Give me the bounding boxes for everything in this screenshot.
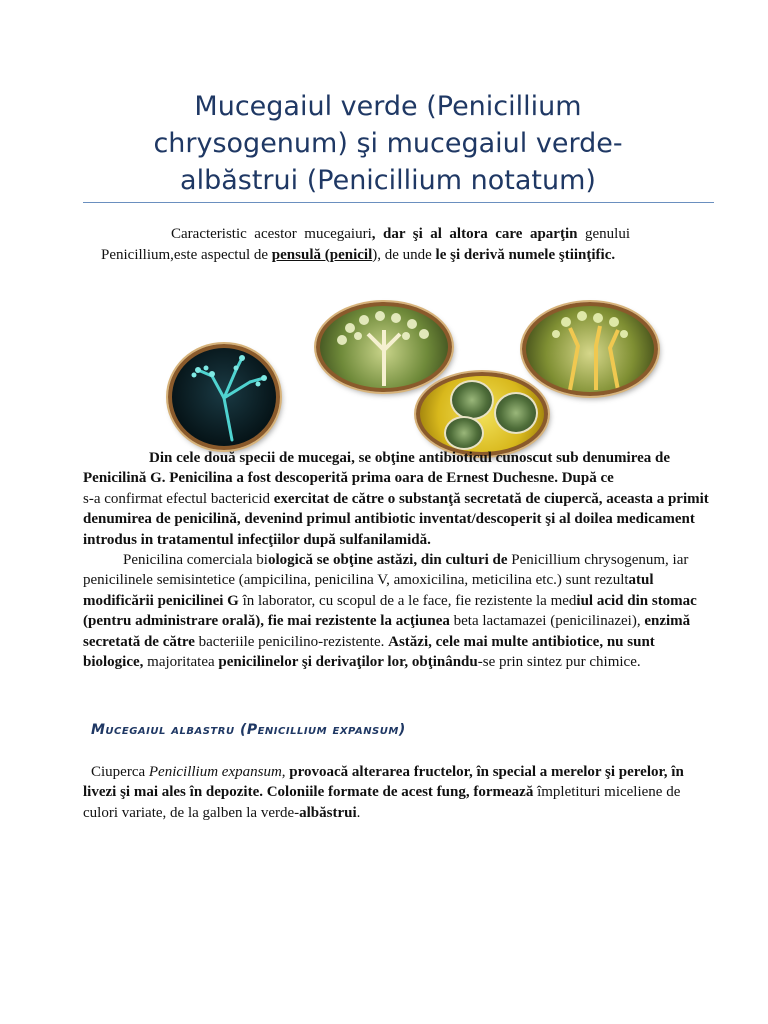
- body1-text-e: ologică se obţine astăzi, din culturi de: [267, 552, 508, 569]
- body2-text-b: Penicillium expansum: [148, 764, 282, 780]
- penicillium-expansum-paragraph: [83, 762, 711, 823]
- body1-text-h: în laborator, cu scopul de a le face, fie rezistente la med: [238, 592, 577, 609]
- body2-text-g: .: [356, 804, 361, 821]
- penicillin-paragraph: [83, 448, 711, 672]
- body2-text-e: împletituri miceliene de culori variate, de la galben la verde-: [83, 784, 681, 821]
- body2-text-d: provoacă alterarea fructelor, în special a merelor şi perelor, în livezi şi mai ales în depozite. Coloniile formate de acest fung, formează: [83, 764, 684, 801]
- intro-text-2: , dar şi al altora care aparţin: [371, 226, 578, 242]
- intro-text-1: Caracteristic acestor mucegaiuri: [171, 226, 372, 242]
- penicillium-conidiophore-image: [168, 344, 280, 450]
- body2-text-a: Ciuperca: [91, 764, 149, 780]
- body1-text-l: bacteriile penicilino-rezistente.: [194, 633, 389, 650]
- section-heading-penicillium-expansum: Mucegaiul albastru (Penicillium expansum): [91, 722, 406, 738]
- body1-text-g: atul modificării penicilinei G: [83, 572, 654, 609]
- title-line-3: albăstrui (Penicillium notatum): [180, 165, 596, 196]
- intro-text-4: pensulă (penicil: [271, 247, 373, 263]
- intro-text-5: ), de unde: [372, 247, 436, 263]
- body1-text-i: iul acid din stomac (pentru administrare orală), fie mai rezistente la acţiunea: [83, 592, 697, 630]
- petri-dish-colonies-image: [416, 372, 548, 456]
- title-line-1: Mucegaiul verde (Penicillium: [194, 91, 582, 122]
- page-title: [90, 88, 686, 199]
- body1-text-c: exercitat de către o substanţă secretată de ciupercă, aceasta a primit denumirea de penicilină, devenind primul antibiotic inventat/descoperit şi al doilea medicament introdus in tratamentul infecţiilor după sulfanilamidă.: [83, 490, 709, 548]
- body1-text-o: penicilinelor şi derivaţilor lor, obţinându: [218, 654, 478, 671]
- penicillium-figure: [150, 298, 670, 448]
- penicillium-spores-image: [522, 302, 658, 396]
- body2-text-c: ,: [281, 764, 290, 780]
- penicillium-brush-image: [316, 302, 452, 392]
- intro-paragraph: [101, 224, 630, 266]
- title-line-2: chrysogenum) şi mucegaiul verde-: [153, 128, 623, 159]
- body1-text-m: Astăzi, cele mai multe antibiotice, nu sunt biologice,: [83, 633, 655, 671]
- body1-text-p: -se prin sintez pur chimice.: [477, 654, 641, 671]
- body1-text-f: Penicillium chrysogenum, iar penicilinele semisintetice (ampicilina, penicilina V, amoxicilina, meticilina etc.) sunt rezult: [83, 552, 689, 589]
- body2-text-f: albăstrui: [299, 804, 357, 821]
- body1-text-n: majoritatea: [143, 654, 219, 671]
- body1-text-a: Din cele două specii de mucegai, se obţine antibioticul cunoscut sub denumirea de Penicilină G. Penicilina a fost descoperită prima oara de Ernest Duchesne. După ce: [83, 450, 671, 487]
- intro-text-3: genului Penicillium,este aspectul de: [101, 226, 630, 263]
- intro-text-6: le şi derivă numele ştiinţific.: [435, 247, 616, 263]
- body1-text-b: s-a confirmat efectul bactericid: [83, 490, 274, 507]
- body1-text-j: beta lactamazei (penicilinazei),: [449, 613, 645, 630]
- title-divider: [83, 202, 714, 203]
- body1-text-d: Penicilina comerciala bi: [123, 552, 268, 569]
- body1-text-k: enzimă secretată de către: [83, 613, 691, 650]
